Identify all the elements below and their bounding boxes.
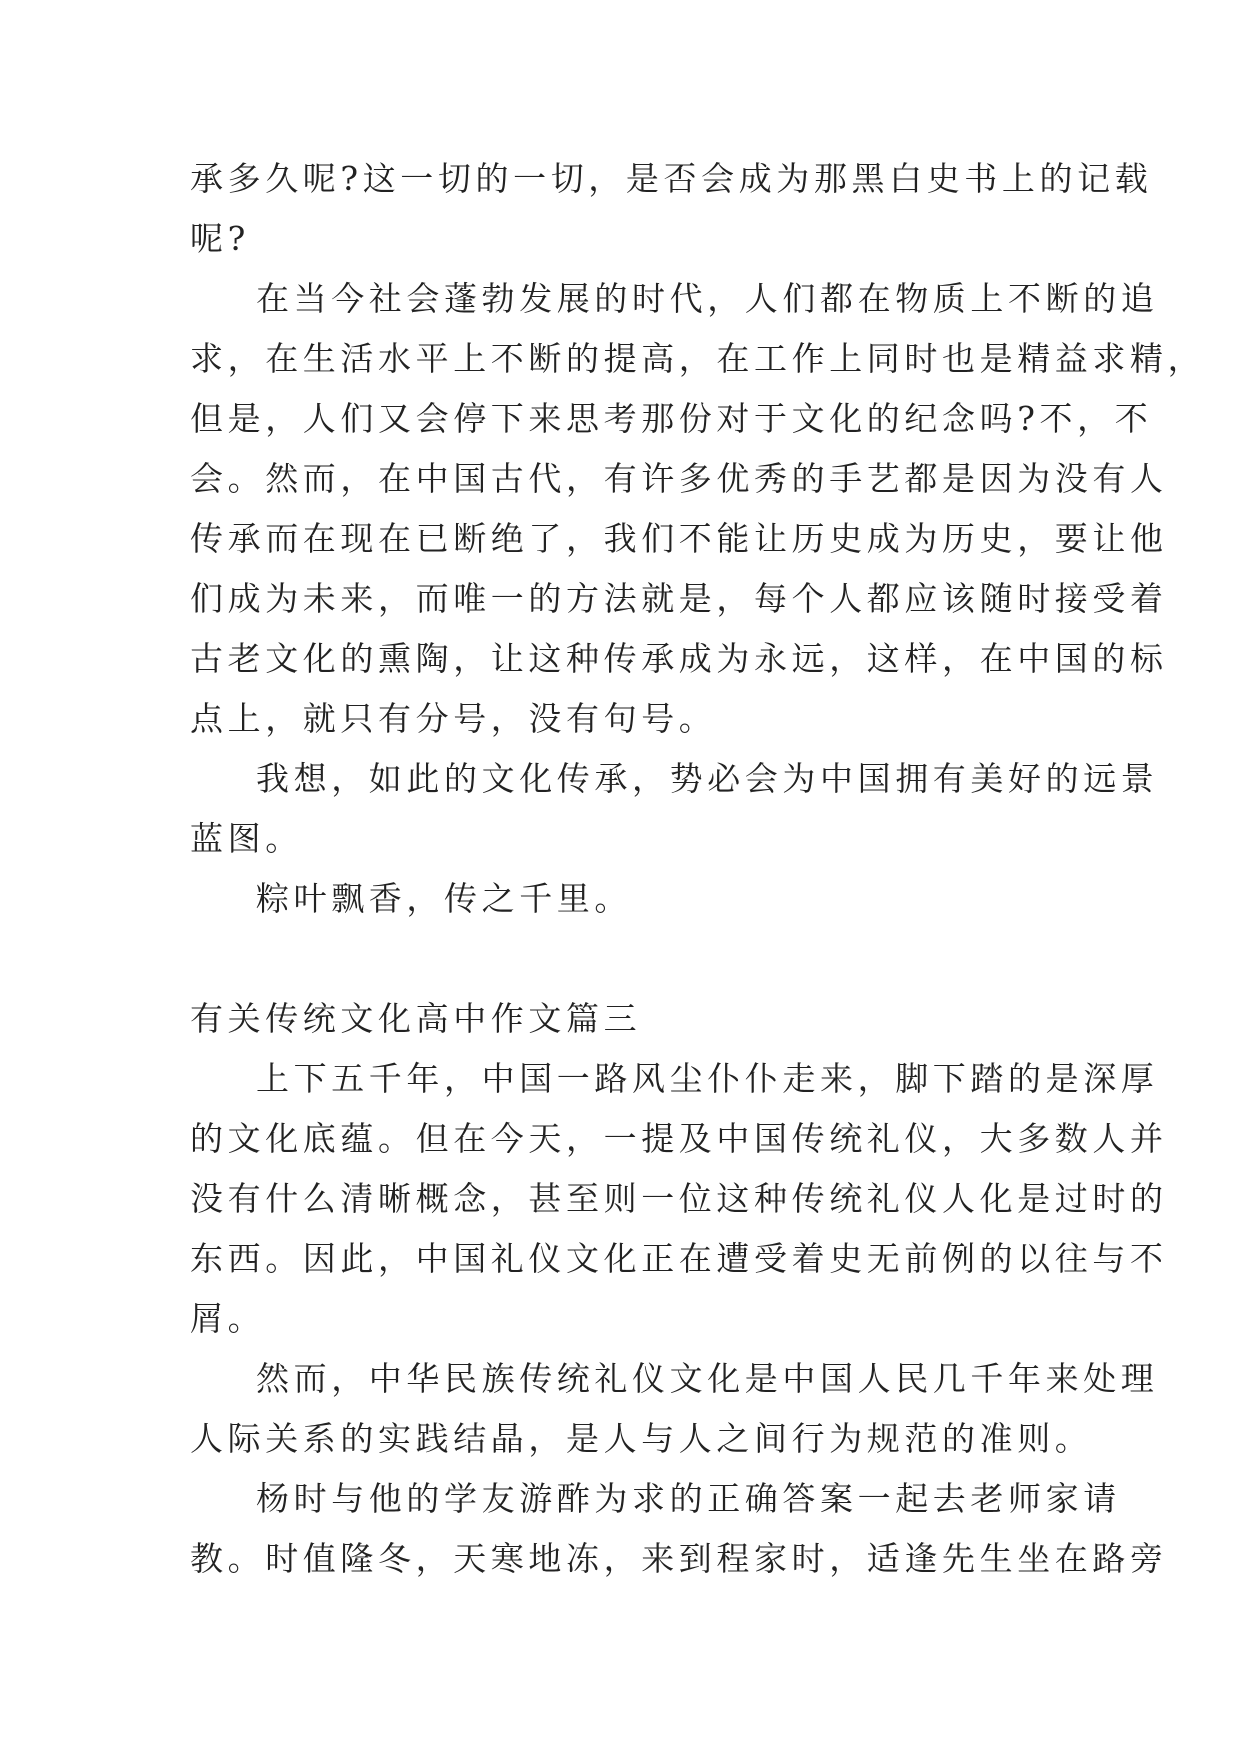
text-line: 杨时与他的学友游酢为求的正确答案一起去老师家请 [256, 1479, 1121, 1518]
text-line: 人际关系的实践结晶，是人与人之间行为规范的准则。 [190, 1419, 1093, 1458]
text-line: 传承而在现在已断绝了，我们不能让历史成为历史，要让他 [190, 519, 1168, 558]
paragraph-continuation [190, 158, 1153, 260]
text-line: 点上，就只有分号，没有句号。 [190, 699, 717, 738]
text-line: 教。时值隆冬，天寒地冻，来到程家时，适逢先生坐在路旁 [190, 1539, 1168, 1578]
text-line: 没有什么清晰概念，甚至则一位这种传统礼仪人化是过时的 [190, 1179, 1168, 1218]
text-line: 粽叶飘香，传之千里。 [256, 879, 632, 918]
paragraph [190, 758, 1159, 860]
text-line: 呢? [190, 219, 250, 258]
text-line: 东西。因此，中国礼仪文化正在遭受着史无前例的以往与不 [190, 1239, 1168, 1278]
document-body [190, 158, 1206, 1598]
text-line: 古老文化的熏陶，让这种传承成为永远，这样，在中国的标 [190, 639, 1168, 678]
text-line: 但是，人们又会停下来思考那份对于文化的纪念吗?不，不 [190, 399, 1153, 438]
paragraph [190, 1478, 1168, 1580]
text-line: 在当今社会蓬勃发展的时代，人们都在物质上不断的追 [256, 279, 1159, 318]
paragraph [190, 878, 1052, 920]
text-line: 上下五千年，中国一路风尘仆仆走来，脚下踏的是深厚 [256, 1059, 1159, 1098]
text-line: 承多久呢?这一切的一切，是否会成为那黑白史书上的记载 [190, 159, 1153, 198]
section-heading: 有关传统文化高中作文篇三 [190, 999, 642, 1038]
section-spacer [190, 938, 1052, 998]
text-line: 然而，中华民族传统礼仪文化是中国人民几千年来处理 [256, 1359, 1159, 1398]
text-line: 的文化底蕴。但在今天，一提及中国传统礼仪，大多数人并 [190, 1119, 1168, 1158]
text-line: 求，在生活水平上不断的提高，在工作上同时也是精益求精， [190, 339, 1206, 378]
text-line: 蓝图。 [190, 819, 303, 858]
text-line: 屑。 [190, 1299, 266, 1338]
text-line: 我想，如此的文化传承，势必会为中国拥有美好的远景 [256, 759, 1159, 798]
paragraph [190, 1058, 1168, 1340]
text-line: 会。然而，在中国古代，有许多优秀的手艺都是因为没有人 [190, 459, 1168, 498]
text-line: 们成为未来，而唯一的方法就是，每个人都应该随时接受着 [190, 579, 1168, 618]
paragraph [190, 1358, 1159, 1460]
paragraph [190, 278, 1206, 740]
